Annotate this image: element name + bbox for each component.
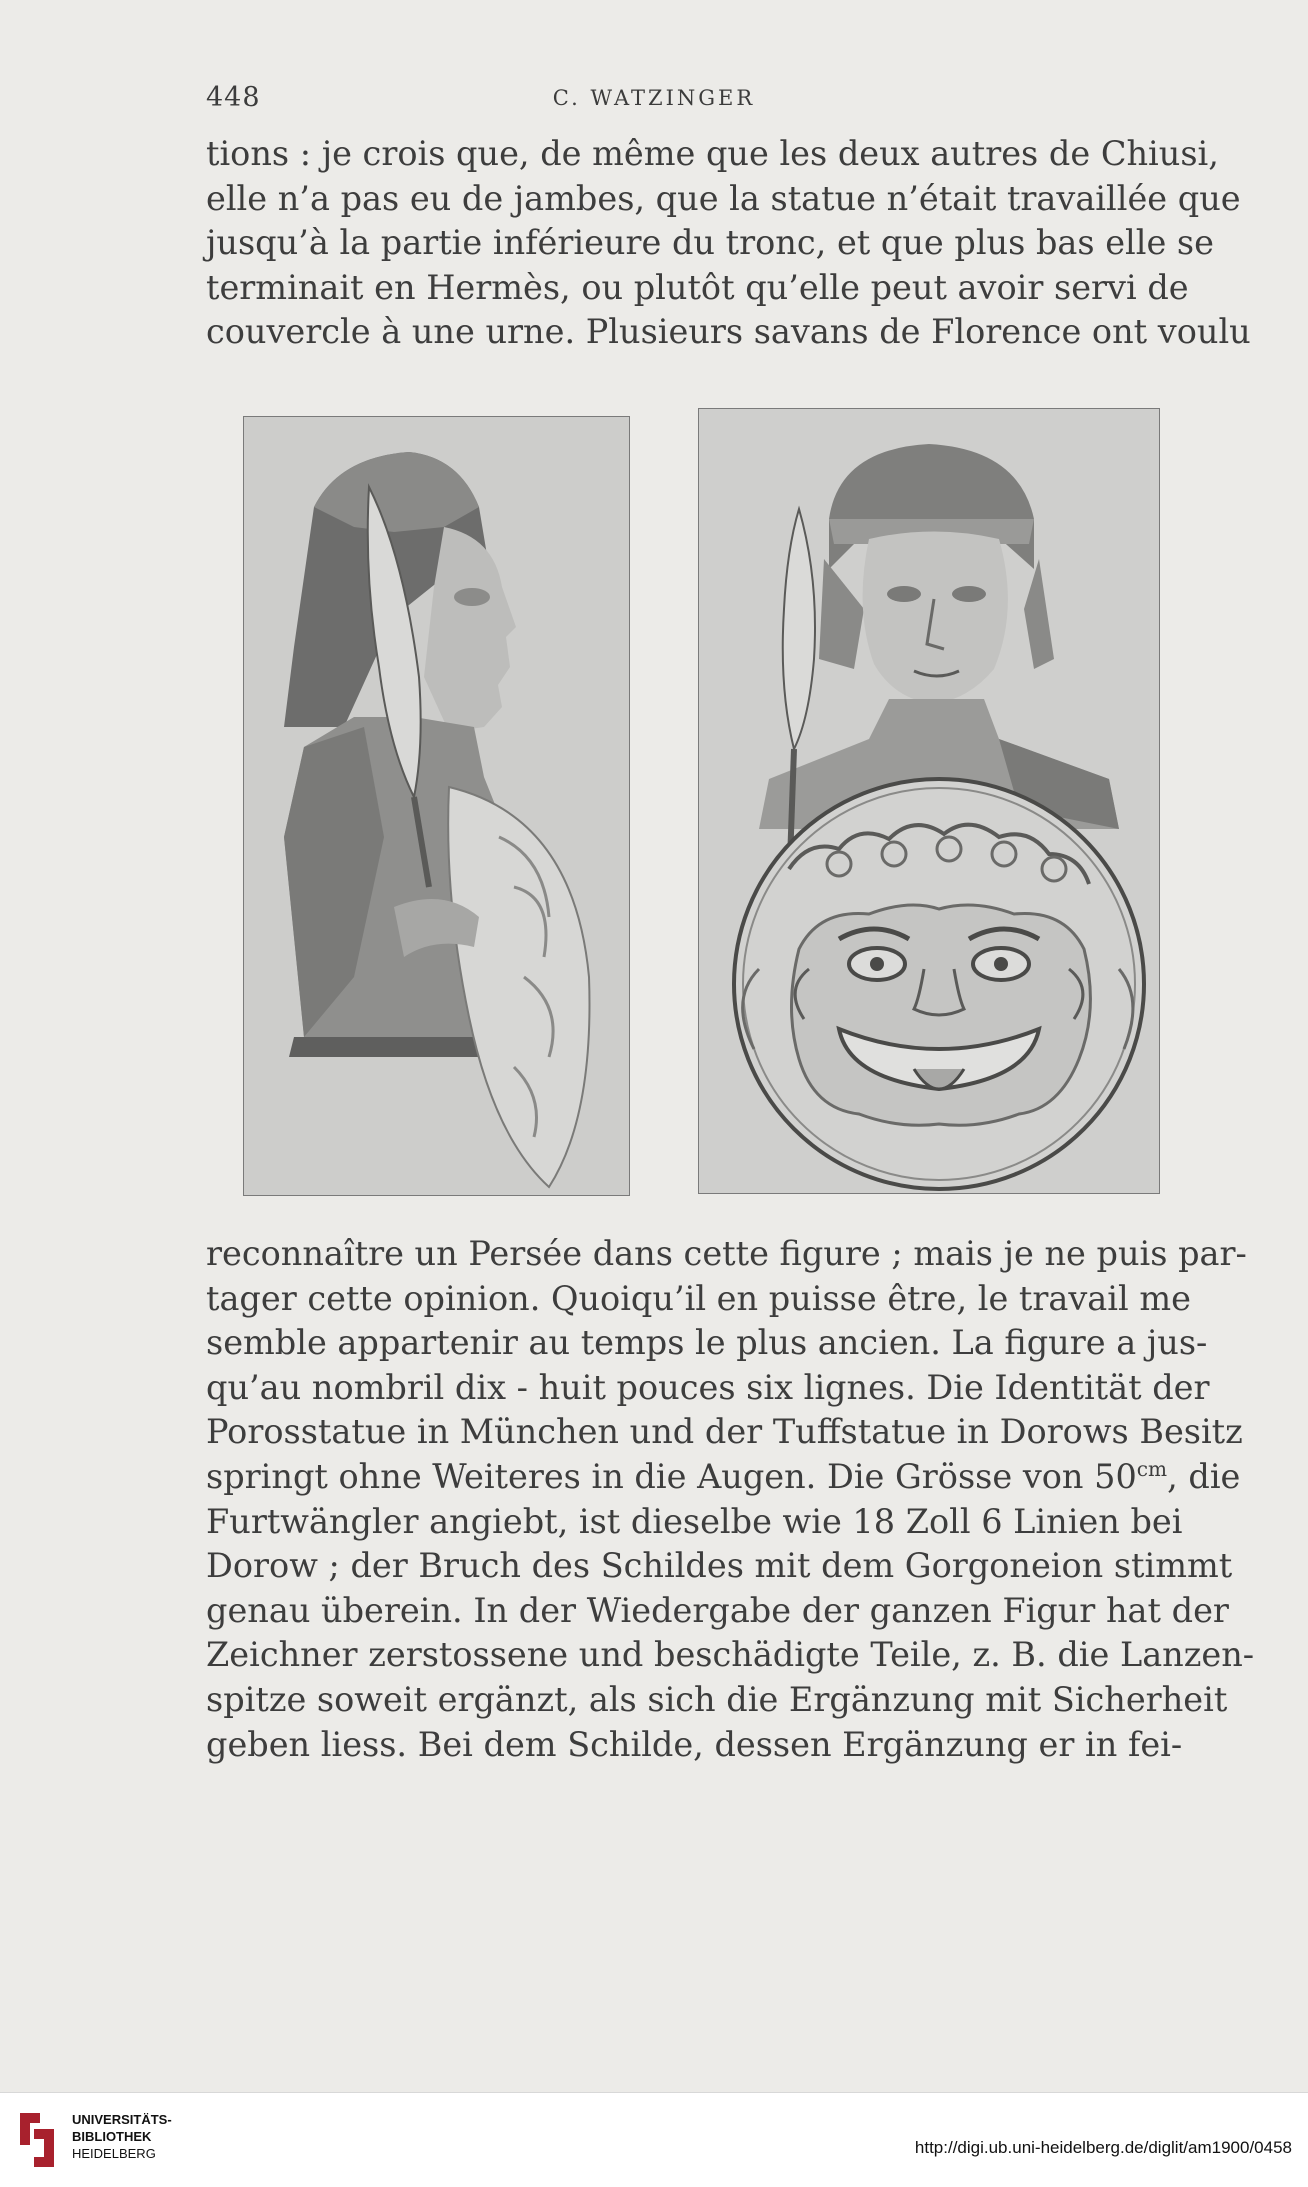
text-line: tions : je crois que, de même que les deux autres de Chiusi,	[206, 134, 1219, 173]
bottom-paragraph	[206, 1232, 1255, 1767]
text-line: geben liess. Bei dem Schilde, dessen Ergänzung er in fei-	[206, 1724, 1183, 1764]
text-line: jusqu’à la partie inférieure du tronc, et que plus bas elle se	[206, 223, 1214, 263]
text-line: terminait en Hermès, ou plutôt qu’elle peut avoir servi de	[206, 267, 1189, 307]
text-line-part: springt ohne Weiteres in die Augen. Die Grösse von 50	[206, 1456, 1137, 1496]
text-line	[206, 1455, 1241, 1500]
library-logo-icon	[12, 2105, 62, 2175]
warrior-profile-relief-icon	[244, 417, 629, 1195]
text-line: genau überein. In der Wiedergabe der ganzen Figur hat der	[206, 1590, 1229, 1630]
logo-line: HEIDELBERG	[72, 2146, 156, 2161]
library-logo[interactable]	[12, 2103, 172, 2177]
library-logo-text	[72, 2111, 172, 2162]
text-line: semble appartenir au temps le plus ancien. La figure a jus-	[206, 1323, 1208, 1363]
running-head	[0, 82, 1308, 122]
text-line: reconnaître un Persée dans cette figure ; mais je ne puis par-	[206, 1234, 1247, 1273]
text-line: Dorow ; der Bruch des Schildes mit dem Gorgoneion stimmt	[206, 1546, 1233, 1586]
text-line: Porosstatue in München und der Tuffstatue in Dorows Besitz	[206, 1412, 1243, 1452]
text-line: tager cette opinion. Quoiqu’il en puisse être, le travail me	[206, 1278, 1191, 1318]
figure-warrior-profile	[243, 416, 630, 1196]
text-line: couvercle à une urne. Plusieurs savans de Florence ont voulu	[206, 312, 1251, 352]
logo-line: UNIVERSITÄTS-	[72, 2112, 172, 2127]
text-line: Furtwängler angiebt, ist dieselbe wie 18 Zoll 6 Linien bei	[206, 1501, 1183, 1541]
text-line: spitze soweit ergänzt, als sich die Ergänzung mit Sicherheit	[206, 1679, 1228, 1719]
text-line-part: , die	[1167, 1456, 1241, 1496]
figure-warrior-gorgon-shield	[698, 408, 1160, 1194]
top-paragraph	[206, 132, 1251, 355]
source-url-link[interactable]: http://digi.ub.uni-heidelberg.de/diglit/am1900/0458	[914, 2138, 1292, 2157]
page-number: 448	[206, 82, 261, 113]
text-line: qu’au nombril dix - huit pouces six lignes. Die Identität der	[206, 1367, 1210, 1407]
unit-superscript: cm	[1136, 1456, 1168, 1481]
running-title: C. WATZINGER	[552, 86, 756, 110]
text-line: elle n’a pas eu de jambes, que la statue n’était travaillée que	[206, 178, 1241, 218]
logo-line: BIBLIOTHEK	[72, 2129, 152, 2144]
warrior-gorgon-shield-relief-icon	[699, 409, 1159, 1193]
library-footer	[0, 2092, 1308, 2187]
text-line: Zeichner zerstossene und beschädigte Teile, z. B. die Lanzen-	[206, 1635, 1255, 1675]
